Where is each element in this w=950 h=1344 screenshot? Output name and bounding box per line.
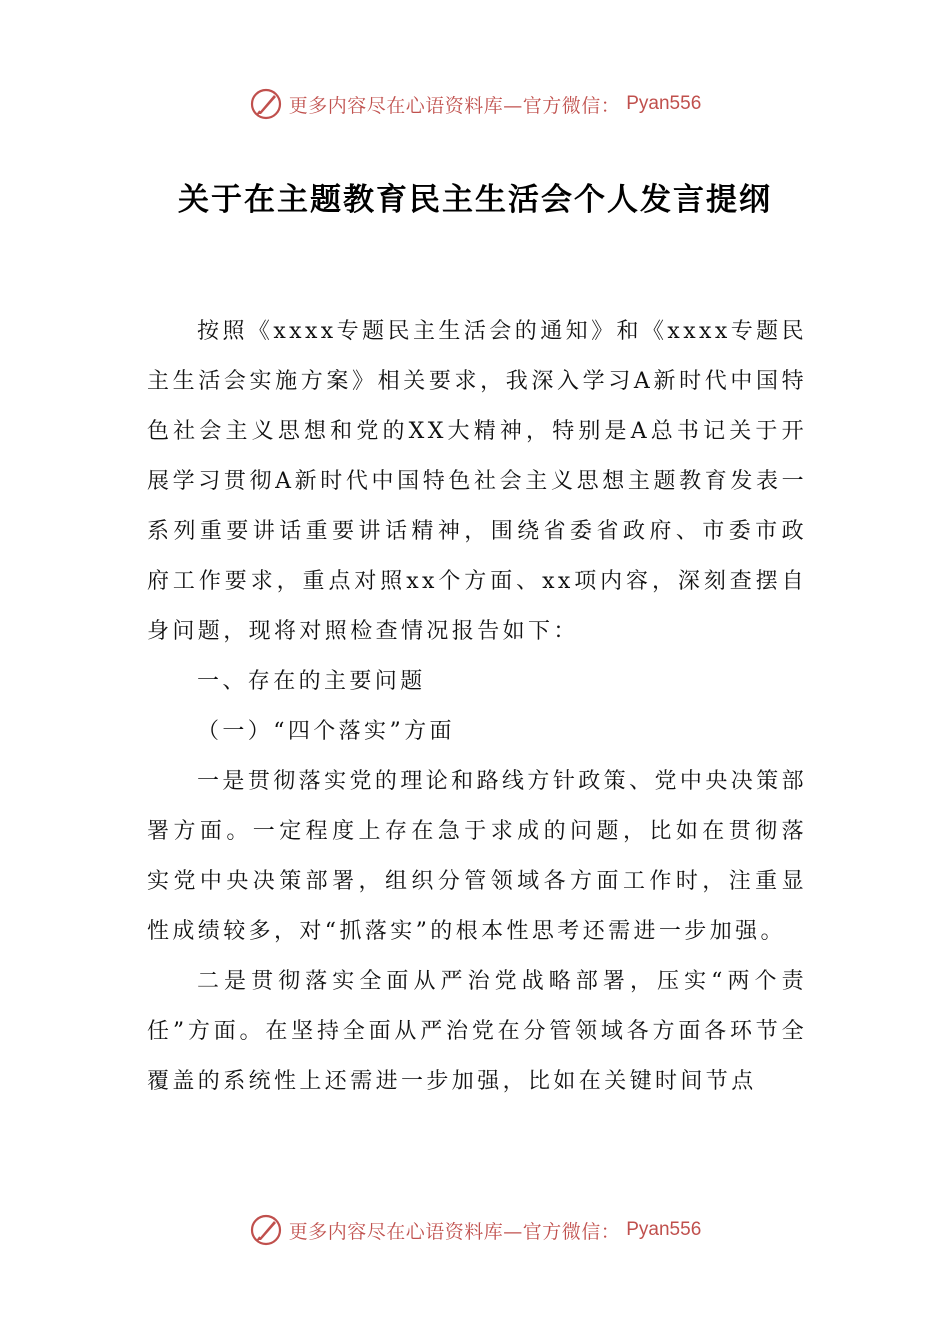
- wechat-id: Pyan556: [626, 93, 702, 114]
- subsection-heading: （一）“四个落实”方面: [197, 719, 455, 744]
- page-title: 关于在主题教育民主生活会个人发言提纲: [178, 182, 772, 218]
- quill-logo-icon: [249, 87, 283, 121]
- paragraph-point-one: 一是贯彻落实党的理论和路线方针政策、党中央决策部署方面。一定程度上存在急于求成的问题，比如在贯彻落实党中央决策部署，组织分管领域各方面工作时，注重显性成绩较多，对“抓落实”的根本性思考还需进一步加强。: [147, 769, 807, 944]
- footer-banner: [0, 1210, 950, 1250]
- paragraph-point-two: 二是贯彻落实全面从严治党战略部署，压实“两个责任”方面。在坚持全面从严治党在分管领域各方面各环节全覆盖的系统性上还需进一步加强，比如在关键时间节点: [147, 969, 807, 1094]
- document-body: [147, 307, 807, 1107]
- quill-logo-icon: [249, 1213, 283, 1247]
- section-heading: 一、存在的主要问题: [197, 669, 426, 694]
- wechat-id: Pyan556: [626, 1219, 702, 1240]
- banner-text: 更多内容尽在心语资料库—官方微信：: [288, 1220, 621, 1243]
- header-banner: [0, 84, 950, 124]
- paragraph-intro: 按照《xxxx专题民主生活会的通知》和《xxxx专题民主生活会实施方案》相关要求，我深入学习A新时代中国特色社会主义思想和党的XX大精神，特别是A总书记关于开展学习贯彻A新时代中国特色社会主义思想主题教育发表一系列重要讲话重要讲话精神，围绕省委省政府、市委市政府工作要求，重点对照xx个方面、xx项内容，深刻查摆自身问题，现将对照检查情况报告如下：: [147, 319, 807, 644]
- banner-text: 更多内容尽在心语资料库—官方微信：: [288, 94, 621, 117]
